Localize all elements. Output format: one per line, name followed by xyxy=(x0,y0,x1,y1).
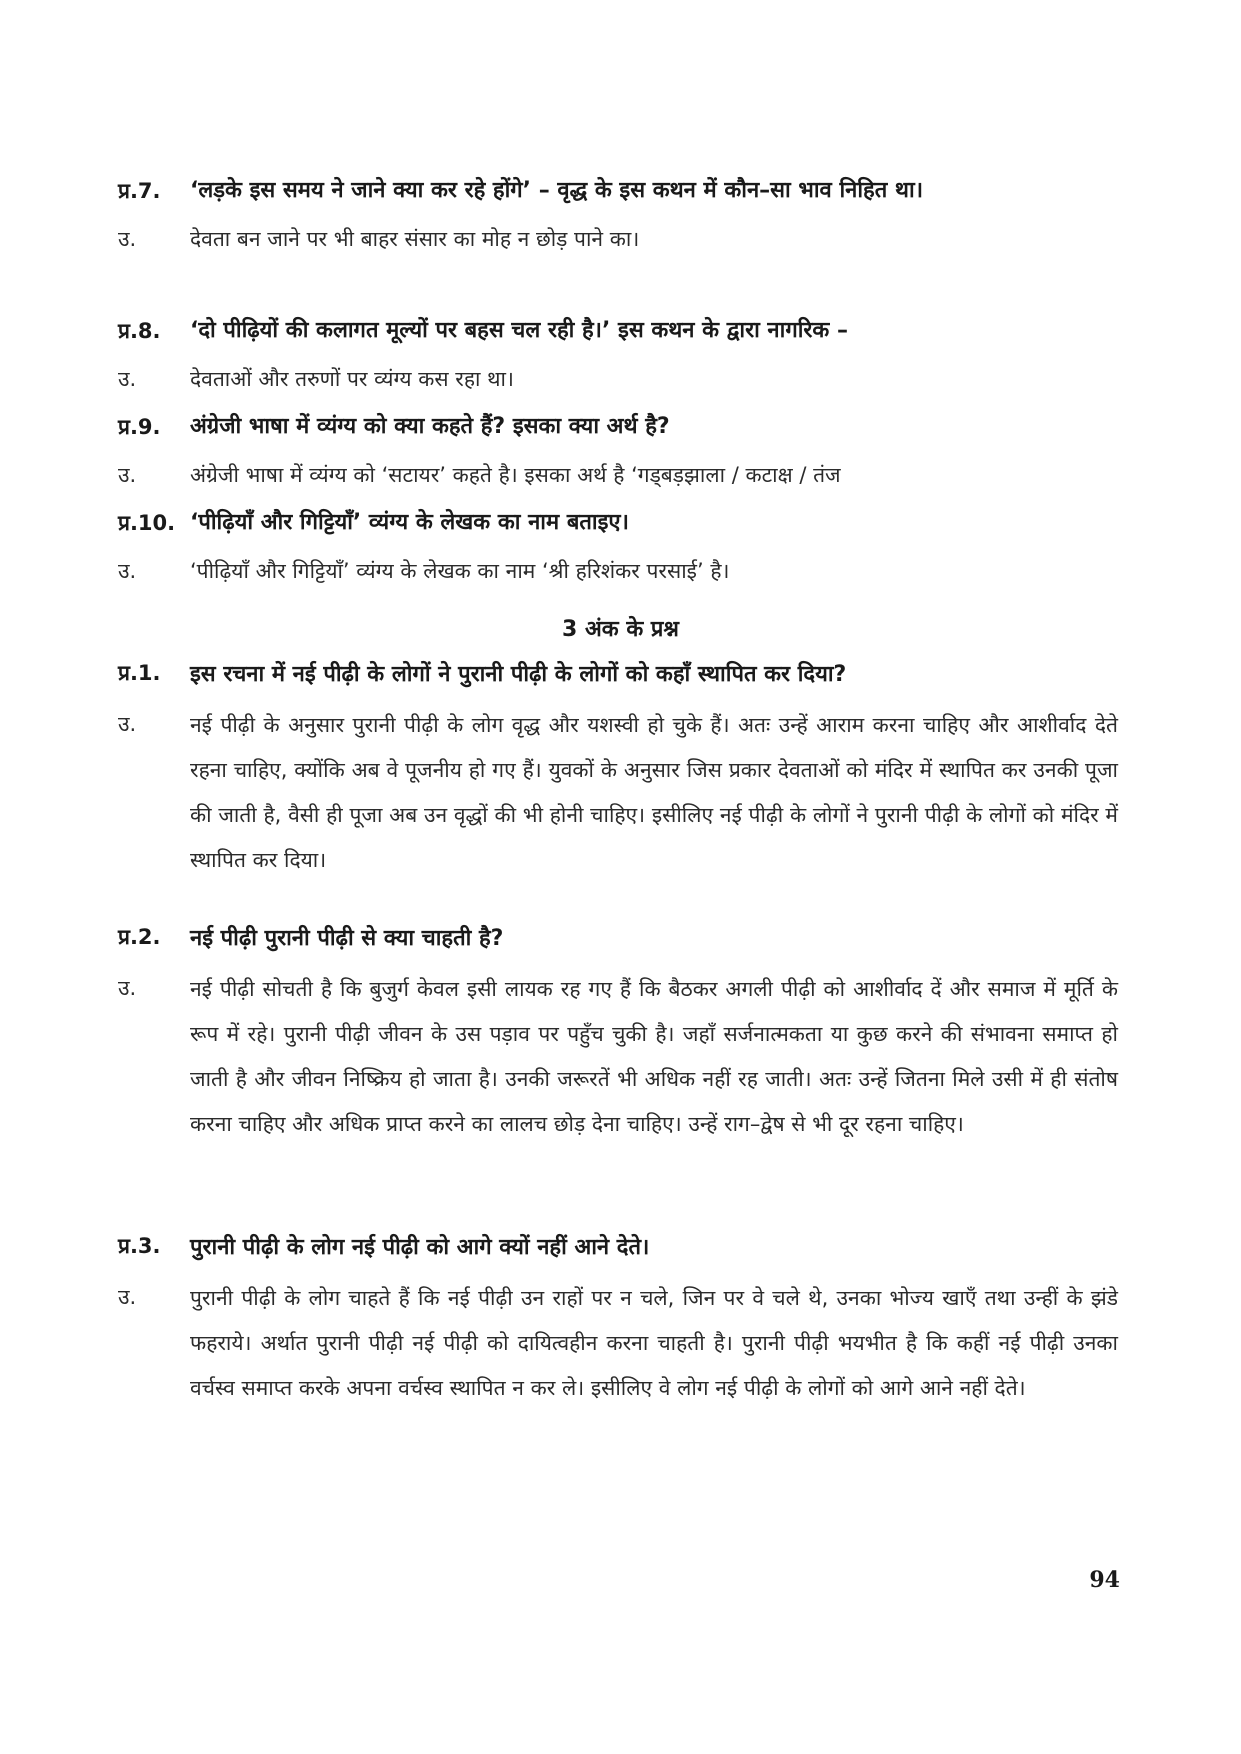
answer-label: उ. xyxy=(118,1285,137,1309)
question-row xyxy=(0,1225,1241,1270)
question-label: प्र.1. xyxy=(118,661,161,685)
answer-row xyxy=(0,703,1241,883)
answer-text: देवता बन जाने पर भी बाहर संसार का मोह न छोड़ पाने का। xyxy=(190,227,640,251)
answer-label: उ. xyxy=(118,463,137,487)
question-label: प्र.8. xyxy=(118,319,161,343)
section-heading: 3 अंक के प्रश्न xyxy=(562,617,679,642)
question-text: ‘लड़के इस समय ने जाने क्या कर रहे होंगे’ – वृद्ध के इस कथन में कौन–सा भाव निहित था। xyxy=(190,178,924,203)
question-row xyxy=(0,406,1241,448)
answer-row xyxy=(0,358,1241,400)
answer-text: देवताओं और तरुणों पर व्यंग्य कस रहा था। xyxy=(190,367,514,391)
question-label: प्र.10. xyxy=(118,511,176,535)
answer-row xyxy=(0,454,1241,496)
answer-text: पुरानी पीढ़ी के लोग चाहते हैं कि नई पीढ़ी उन राहों पर न चले, जिन पर वे चले थे, उनका भोज्य खाएँ तथा उन्हीं के झंडे फहराये। अर्थात पुरानी पीढ़ी नई पीढ़ी को दायित्वहीन करना चाहती है। पुरानी पीढ़ी भयभीत है कि कहीं नई पीढ़ी उनका वर्चस्व समाप्त करके अपना वर्चस्व स्थापित न कर ले। इसीलिए वे लोग नई पीढ़ी के लोगों को आगे आने नहीं देते। xyxy=(190,1286,1118,1400)
qa-block-10 xyxy=(0,502,1241,592)
qa-block-9 xyxy=(0,406,1241,496)
question-label: प्र.2. xyxy=(118,925,161,949)
qa-block-3mark-3 xyxy=(0,1225,1241,1411)
question-label: प्र.7. xyxy=(118,179,161,203)
answer-label: उ. xyxy=(118,367,137,391)
question-label: प्र.9. xyxy=(118,415,161,439)
question-row xyxy=(0,652,1241,697)
answer-text: नई पीढ़ी के अनुसार पुरानी पीढ़ी के लोग वृद्ध और यशस्वी हो चुके हैं। अतः उन्हें आराम करना चाहिए और आशीर्वाद देते रहना चाहिए, क्योंकि अब वे पूजनीय हो गए हैं। युवकों के अनुसार जिस प्रकार देवताओं को मंदिर में स्थापित कर उनकी पूजा की जाती है, वैसी ही पूजा अब उन वृद्धों की भी होनी चाहिए। इसीलिए नई पीढ़ी के लोगों ने पुरानी पीढ़ी के लोगों को मंदिर में स्थापित कर दिया। xyxy=(190,713,1118,872)
question-text: इस रचना में नई पीढ़ी के लोगों ने पुरानी पीढ़ी के लोगों को कहाँ स्थापित कर दिया? xyxy=(190,662,847,687)
answer-row xyxy=(0,218,1241,260)
page-number: 94 xyxy=(1089,1567,1120,1593)
qa-block-8 xyxy=(0,310,1241,400)
question-text: नई पीढ़ी पुरानी पीढ़ी से क्या चाहती है? xyxy=(190,926,504,951)
qa-block-7 xyxy=(0,170,1241,260)
question-row xyxy=(0,170,1241,212)
qa-block-3mark-2 xyxy=(0,916,1241,1147)
question-text: अंग्रेजी भाषा में व्यंग्य को क्या कहते हैं? इसका क्या अर्थ है? xyxy=(190,414,670,439)
question-text: ‘दो पीढ़ियों की कलागत मूल्यों पर बहस चल रही है।’ इस कथन के द्वारा नागरिक – xyxy=(190,318,848,343)
question-label: प्र.3. xyxy=(118,1234,161,1258)
answer-text: ‘पीढ़ियाँ और गिट्टियाँ’ व्यंग्य के लेखक का नाम ‘श्री हरिशंकर परसाई’ है। xyxy=(190,559,730,583)
answer-label: उ. xyxy=(118,976,137,1000)
answer-row xyxy=(0,967,1241,1147)
answer-text: नई पीढ़ी सोचती है कि बुजुर्ग केवल इसी लायक रह गए हैं कि बैठकर अगली पीढ़ी को आशीर्वाद दें और समाज में मूर्ति के रूप में रहे। पुरानी पीढ़ी जीवन के उस पड़ाव पर पहुँच चुकी है। जहाँ सर्जनात्मकता या कुछ करने की संभावना समाप्त हो जाती है और जीवन निष्क्रिय हो जाता है। उनकी जरूरतें भी अधिक नहीं रह जाती। अतः उन्हें जितना मिले उसी में ही संतोष करना चाहिए और अधिक प्राप्त करने का लालच छोड़ देना चाहिए। उन्हें राग–द्वेष से भी दूर रहना चाहिए। xyxy=(190,977,1118,1136)
question-row xyxy=(0,916,1241,961)
answer-row xyxy=(0,1276,1241,1411)
question-row xyxy=(0,502,1241,544)
qa-block-3mark-1 xyxy=(0,652,1241,883)
question-text: पुरानी पीढ़ी के लोग नई पीढ़ी को आगे क्यों नहीं आने देते। xyxy=(190,1235,650,1260)
question-row xyxy=(0,310,1241,352)
answer-text: अंग्रेजी भाषा में व्यंग्य को ‘सटायर’ कहते है। इसका अर्थ है ‘गड्बड़झाला / कटाक्ष / तंज xyxy=(190,463,841,487)
answer-label: उ. xyxy=(118,712,137,736)
answer-row xyxy=(0,550,1241,592)
answer-label: उ. xyxy=(118,559,137,583)
answer-label: उ. xyxy=(118,227,137,251)
question-text: ‘पीढ़ियाँ और गिट्टियाँ’ व्यंग्य के लेखक का नाम बताइए। xyxy=(190,510,629,535)
